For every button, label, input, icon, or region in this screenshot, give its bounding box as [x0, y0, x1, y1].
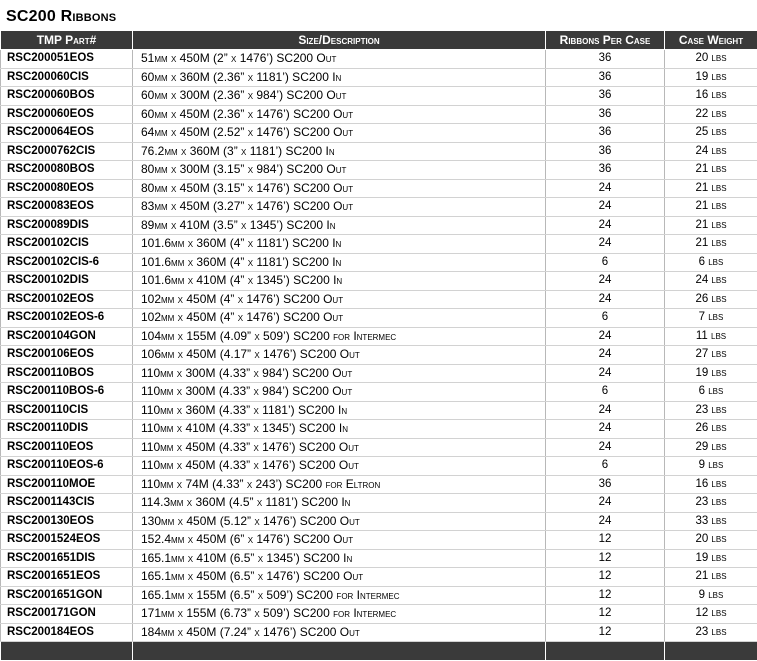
ribbons-per-case-cell: 36	[546, 475, 665, 494]
header-size-description: Size/Description	[133, 31, 546, 50]
case-weight-cell: 21 lbs	[665, 235, 757, 254]
part-number-cell: RSC200130EOS	[1, 512, 133, 531]
part-number-cell: RSC200110BOS-6	[1, 383, 133, 402]
part-number-cell: RSC200104GON	[1, 327, 133, 346]
case-weight-cell: 7 lbs	[665, 309, 757, 328]
part-number-cell: RSC200080BOS	[1, 161, 133, 180]
case-weight-cell: 12 lbs	[665, 605, 757, 624]
table-row	[1, 512, 757, 531]
part-number-cell: RSC2001524EOS	[1, 531, 133, 550]
part-number-cell: RSC200106EOS	[1, 346, 133, 365]
page-title: SC200 Ribbons	[6, 8, 117, 25]
ribbons-per-case-cell: 12	[546, 586, 665, 605]
ribbons-per-case-cell: 36	[546, 105, 665, 124]
case-weight-cell: 20 lbs	[665, 531, 757, 550]
description-cell: 110mm x 450M (4.33” x 1476’) SC200 Out	[133, 438, 546, 457]
ribbons-per-case-cell: 12	[546, 623, 665, 642]
description-cell: 102mm x 450M (4” x 1476’) SC200 Out	[133, 309, 546, 328]
case-weight-cell: 21 lbs	[665, 216, 757, 235]
case-weight-cell: 9 lbs	[665, 457, 757, 476]
part-number-cell: RSC200060CIS	[1, 68, 133, 87]
part-number-cell: RSC200102EOS	[1, 290, 133, 309]
ribbons-per-case-cell: 24	[546, 327, 665, 346]
case-weight-cell: 23 lbs	[665, 401, 757, 420]
table-row	[1, 235, 757, 254]
case-weight-cell: 33 lbs	[665, 512, 757, 531]
case-weight-cell: 19 lbs	[665, 549, 757, 568]
table-row	[1, 124, 757, 143]
case-weight-cell: 19 lbs	[665, 364, 757, 383]
table-row	[1, 549, 757, 568]
case-weight-cell: 11 lbs	[665, 327, 757, 346]
table-row	[1, 198, 757, 217]
description-cell: 165.1mm x 155M (6.5” x 509’) SC200 for Intermec	[133, 586, 546, 605]
description-cell: 114.3mm x 360M (4.5” x 1181’) SC200 In	[133, 494, 546, 513]
ribbons-per-case-cell: 6	[546, 253, 665, 272]
ribbons-per-case-cell: 24	[546, 346, 665, 365]
header-ribbons-per-case: Ribbons Per Case	[546, 31, 665, 50]
table-row	[1, 179, 757, 198]
part-number-cell: RSC200110MOE	[1, 475, 133, 494]
description-cell: 104mm x 155M (4.09” x 509’) SC200 for Intermec	[133, 327, 546, 346]
table-row	[1, 623, 757, 642]
header-part-number: TMP Part#	[1, 31, 133, 50]
part-number-cell: RSC2001651DIS	[1, 549, 133, 568]
case-weight-cell: 25 lbs	[665, 124, 757, 143]
case-weight-cell: 16 lbs	[665, 475, 757, 494]
table-row	[1, 568, 757, 587]
ribbons-per-case-cell: 24	[546, 290, 665, 309]
part-number-cell: RSC2001143CIS	[1, 494, 133, 513]
ribbons-per-case-cell: 6	[546, 309, 665, 328]
description-cell: 130mm x 450M (5.12” x 1476’) SC200 Out	[133, 512, 546, 531]
case-weight-cell: 26 lbs	[665, 290, 757, 309]
description-cell: 101.6mm x 360M (4” x 1181’) SC200 In	[133, 253, 546, 272]
description-cell: 101.6mm x 410M (4” x 1345’) SC200 In	[133, 272, 546, 291]
description-cell: 101.6mm x 360M (4” x 1181’) SC200 In	[133, 235, 546, 254]
ribbons-per-case-cell: 12	[546, 605, 665, 624]
part-number-cell: RSC200184EOS	[1, 623, 133, 642]
description-cell: 106mm x 450M (4.17” x 1476’) SC200 Out	[133, 346, 546, 365]
ribbons-per-case-cell: 36	[546, 50, 665, 69]
ribbons-table	[0, 30, 757, 660]
ribbons-per-case-cell: 6	[546, 457, 665, 476]
ribbons-per-case-cell: 24	[546, 420, 665, 439]
table-row	[1, 68, 757, 87]
description-cell: 60mm x 360M (2.36” x 1181’) SC200 In	[133, 68, 546, 87]
part-number-cell: RSC200110BOS	[1, 364, 133, 383]
part-number-cell: RSC2001651EOS	[1, 568, 133, 587]
part-number-cell: RSC2000762CIS	[1, 142, 133, 161]
case-weight-cell: 21 lbs	[665, 198, 757, 217]
description-cell: 110mm x 300M (4.33” x 984’) SC200 Out	[133, 364, 546, 383]
case-weight-cell: 23 lbs	[665, 623, 757, 642]
case-weight-cell: 9 lbs	[665, 586, 757, 605]
table-row	[1, 401, 757, 420]
table-row	[1, 309, 757, 328]
table-row	[1, 420, 757, 439]
description-cell: 110mm x 360M (4.33” x 1181’) SC200 In	[133, 401, 546, 420]
ribbons-per-case-cell: 36	[546, 142, 665, 161]
part-number-cell: RSC200110EOS	[1, 438, 133, 457]
description-cell: 89mm x 410M (3.5” x 1345’) SC200 In	[133, 216, 546, 235]
description-cell: 80mm x 300M (3.15” x 984’) SC200 Out	[133, 161, 546, 180]
case-weight-cell: 24 lbs	[665, 272, 757, 291]
case-weight-cell: 22 lbs	[665, 105, 757, 124]
part-number-cell: RSC200110EOS-6	[1, 457, 133, 476]
case-weight-cell: 21 lbs	[665, 179, 757, 198]
table-footer	[1, 642, 757, 661]
table-row	[1, 383, 757, 402]
table-row	[1, 327, 757, 346]
part-number-cell: RSC200102EOS-6	[1, 309, 133, 328]
table-row	[1, 605, 757, 624]
part-number-cell: RSC200102CIS	[1, 235, 133, 254]
ribbons-per-case-cell: 24	[546, 494, 665, 513]
description-cell: 60mm x 300M (2.36” x 984’) SC200 Out	[133, 87, 546, 106]
table-row	[1, 531, 757, 550]
table-row	[1, 87, 757, 106]
table-row	[1, 290, 757, 309]
ribbons-per-case-cell: 6	[546, 383, 665, 402]
ribbons-per-case-cell: 24	[546, 364, 665, 383]
description-cell: 102mm x 450M (4” x 1476’) SC200 Out	[133, 290, 546, 309]
description-cell: 51mm x 450M (2” x 1476’) SC200 Out	[133, 50, 546, 69]
table-header	[1, 31, 757, 50]
description-cell: 64mm x 450M (2.52” x 1476’) SC200 Out	[133, 124, 546, 143]
table-row	[1, 272, 757, 291]
table-row	[1, 161, 757, 180]
case-weight-cell: 19 lbs	[665, 68, 757, 87]
description-cell: 110mm x 450M (4.33” x 1476’) SC200 Out	[133, 457, 546, 476]
case-weight-cell: 27 lbs	[665, 346, 757, 365]
table-row	[1, 586, 757, 605]
case-weight-cell: 24 lbs	[665, 142, 757, 161]
description-cell: 184mm x 450M (7.24” x 1476’) SC200 Out	[133, 623, 546, 642]
part-number-cell: RSC200110CIS	[1, 401, 133, 420]
description-cell: 165.1mm x 450M (6.5” x 1476’) SC200 Out	[133, 568, 546, 587]
ribbons-per-case-cell: 24	[546, 438, 665, 457]
case-weight-cell: 23 lbs	[665, 494, 757, 513]
ribbons-per-case-cell: 36	[546, 124, 665, 143]
part-number-cell: RSC200110DIS	[1, 420, 133, 439]
ribbons-per-case-cell: 36	[546, 87, 665, 106]
table-row	[1, 364, 757, 383]
description-cell: 110mm x 74M (4.33” x 243’) SC200 for Eltron	[133, 475, 546, 494]
table-row	[1, 457, 757, 476]
table-row	[1, 494, 757, 513]
description-cell: 152.4mm x 450M (6” x 1476’) SC200 Out	[133, 531, 546, 550]
description-cell: 165.1mm x 410M (6.5” x 1345’) SC200 In	[133, 549, 546, 568]
description-cell: 171mm x 155M (6.73” x 509’) SC200 for Intermec	[133, 605, 546, 624]
table-row	[1, 50, 757, 69]
ribbons-per-case-cell: 24	[546, 179, 665, 198]
part-number-cell: RSC200051EOS	[1, 50, 133, 69]
ribbons-per-case-cell: 36	[546, 68, 665, 87]
case-weight-cell: 20 lbs	[665, 50, 757, 69]
part-number-cell: RSC200060BOS	[1, 87, 133, 106]
table-row	[1, 105, 757, 124]
part-number-cell: RSC200060EOS	[1, 105, 133, 124]
case-weight-cell: 16 lbs	[665, 87, 757, 106]
ribbons-per-case-cell: 24	[546, 216, 665, 235]
ribbons-per-case-cell: 12	[546, 568, 665, 587]
part-number-cell: RSC200102DIS	[1, 272, 133, 291]
table-row	[1, 216, 757, 235]
description-cell: 110mm x 300M (4.33” x 984’) SC200 Out	[133, 383, 546, 402]
description-cell: 60mm x 450M (2.36” x 1476’) SC200 Out	[133, 105, 546, 124]
table-row	[1, 346, 757, 365]
part-number-cell: RSC200064EOS	[1, 124, 133, 143]
description-cell: 83mm x 450M (3.27” x 1476’) SC200 Out	[133, 198, 546, 217]
case-weight-cell: 21 lbs	[665, 568, 757, 587]
description-cell: 80mm x 450M (3.15” x 1476’) SC200 Out	[133, 179, 546, 198]
part-number-cell: RSC200083EOS	[1, 198, 133, 217]
table-row	[1, 475, 757, 494]
part-number-cell: RSC200171GON	[1, 605, 133, 624]
ribbons-per-case-cell: 24	[546, 401, 665, 420]
ribbons-per-case-cell: 12	[546, 531, 665, 550]
ribbons-per-case-cell: 12	[546, 549, 665, 568]
part-number-cell: RSC2001651GON	[1, 586, 133, 605]
case-weight-cell: 26 lbs	[665, 420, 757, 439]
part-number-cell: RSC200080EOS	[1, 179, 133, 198]
ribbons-per-case-cell: 24	[546, 272, 665, 291]
part-number-cell: RSC200089DIS	[1, 216, 133, 235]
table-row	[1, 253, 757, 272]
case-weight-cell: 6 lbs	[665, 253, 757, 272]
ribbons-per-case-cell: 24	[546, 235, 665, 254]
description-cell: 76.2mm x 360M (3” x 1181’) SC200 In	[133, 142, 546, 161]
case-weight-cell: 29 lbs	[665, 438, 757, 457]
case-weight-cell: 6 lbs	[665, 383, 757, 402]
header-case-weight: Case Weight	[665, 31, 757, 50]
table-body	[1, 50, 757, 642]
case-weight-cell: 21 lbs	[665, 161, 757, 180]
part-number-cell: RSC200102CIS-6	[1, 253, 133, 272]
table-row	[1, 438, 757, 457]
ribbons-per-case-cell: 24	[546, 198, 665, 217]
table-row	[1, 142, 757, 161]
ribbons-per-case-cell: 24	[546, 512, 665, 531]
description-cell: 110mm x 410M (4.33” x 1345’) SC200 In	[133, 420, 546, 439]
ribbons-per-case-cell: 36	[546, 161, 665, 180]
